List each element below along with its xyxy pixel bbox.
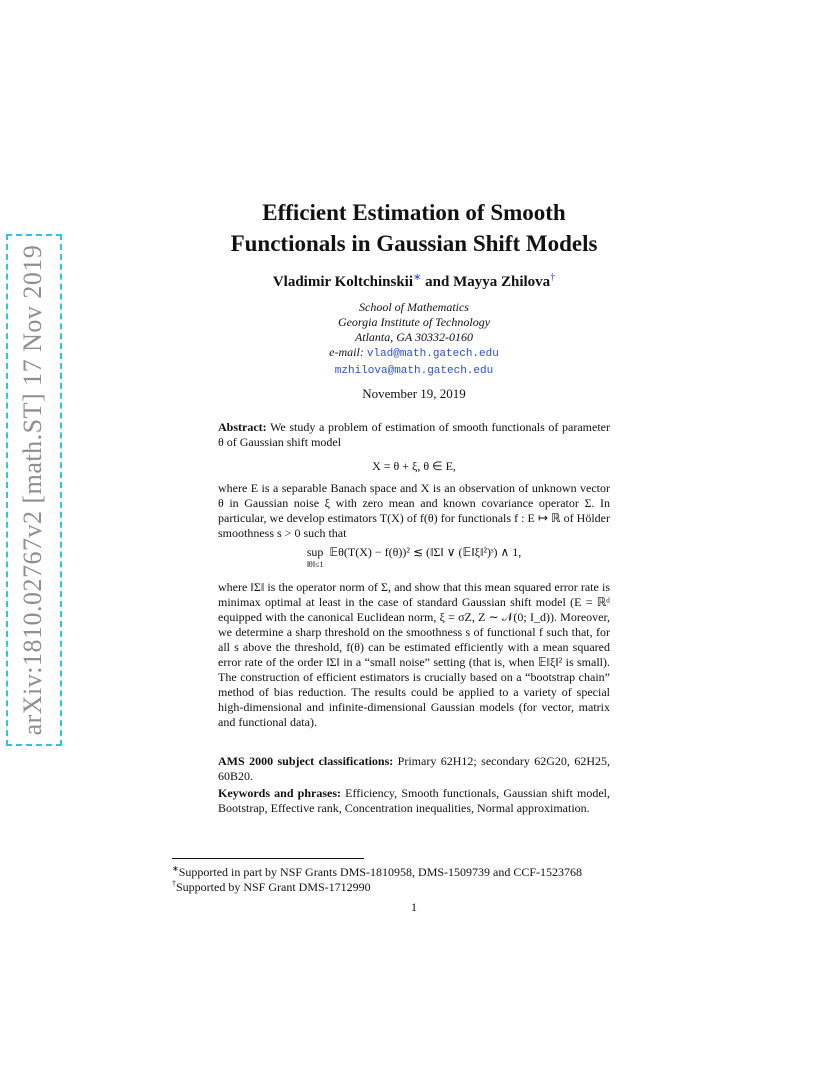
affiliation-block (0, 300, 828, 379)
ams-text: Primary 62H12; secondary 62G20, 62H25, 60B20. (218, 754, 610, 783)
ams-label: AMS 2000 subject classifications: (218, 754, 394, 768)
affiliation-city: Atlanta, GA 30332-0160 (354, 330, 474, 344)
equation-sup-subscript: ‖θ‖≤1 (306, 560, 324, 569)
email-label: e-mail: (329, 345, 367, 359)
title-line-2: Functionals in Gaussian Shift Models (230, 231, 598, 256)
keywords-text: Efficiency, Smooth functionals, Gaussian shift model, Bootstrap, Effective rank, Concentration inequalities, Normal approximation. (218, 786, 610, 815)
abstract-intro-text: We study a problem of estimation of smooth functionals of parameter θ of Gaussian shift model (218, 420, 610, 449)
paper-date: November 19, 2019 (362, 386, 466, 401)
equation-sup: sup (306, 545, 324, 559)
abstract-para-3: where ‖Σ‖ is the operator norm of Σ, and show that this mean squared error rate is minimax optimal at least in the case of standard Gaussian shift model (E = ℝᵈ equipped with the canonical Euclidean norm, ξ = σZ, Z ∼ 𝒩(0; I_d)). Moreover, we determine a sharp threshold on the smoothness s of functional f such that, for all s above the threshold, f(θ) can be estimated efficiently with a mean squared error rate of the order ‖Σ‖ in a “small noise” setting (that is, when 𝔼‖ξ‖² is small). The construction of efficient estimators is crucially based on a “bootstrap chain” method of bias reduction. The results could be applied to a variety of special high-dimensional and infinite-dimensional Gaussian models (for vector, matrix and functional data). (218, 580, 610, 729)
keywords-label: Keywords and phrases: (218, 786, 342, 800)
author-koltchinskii: Vladimir Koltchinskii (272, 274, 413, 290)
equation-risk-body: 𝔼θ(T(X) − f(θ))² ≲ (‖Σ‖ ∨ (𝔼‖ξ‖²)ˢ) ∧ 1, (329, 545, 522, 559)
email-line-2 (0, 362, 828, 379)
affiliation-school: School of Mathematics (359, 300, 469, 314)
equation-risk-bound (218, 545, 610, 569)
page-number: 1 (411, 900, 417, 914)
footnote-1-text: Supported in part by NSF Grants DMS-1810958, DMS-1509739 and CCF-1523768 (178, 865, 583, 879)
author-conjunction: and (421, 274, 454, 290)
email-link-vlad[interactable]: vlad@math.gatech.edu (366, 348, 499, 360)
footnote-2-text: Supported by NSF Grant DMS-1712990 (176, 880, 371, 894)
title-line-1: Efficient Estimation of Smooth (262, 200, 566, 225)
keywords (218, 786, 610, 816)
footnote-2 (172, 879, 371, 895)
author-list (0, 272, 828, 291)
footnote-1 (172, 864, 582, 880)
arxiv-identifier[interactable]: arXiv:1810.02767v2 [math.ST] 17 Nov 2019 (18, 244, 47, 736)
abstract-para-2: where E is a separable Banach space and X is an observation of unknown vector θ in Gaussian noise ξ with zero mean and known covariance operator Σ. In particular, we develop estimators T(X) of f(θ) for functionals f : E ↦ ℝ of Hölder smoothness s > 0 such that (218, 481, 610, 540)
footnote-link-1[interactable]: ∗ (413, 272, 422, 283)
footnote-1-mark: ∗ (172, 864, 179, 873)
footnote-link-2[interactable]: † (550, 272, 556, 283)
author-zhilova: Mayya Zhilova (453, 274, 551, 290)
footnote-2-mark: † (172, 879, 176, 888)
affiliation-institute: Georgia Institute of Technology (337, 315, 491, 329)
ams-classifications (218, 754, 610, 784)
paper-title (0, 197, 828, 259)
footnote-rule (172, 858, 364, 859)
email-link-mzhilova[interactable]: mzhilova@math.gatech.edu (334, 365, 494, 377)
abstract-intro (218, 420, 610, 450)
equation-model: X = θ + ξ, θ ∈ E, (372, 459, 456, 473)
email-line (0, 345, 828, 362)
abstract-label: Abstract: (218, 420, 267, 434)
